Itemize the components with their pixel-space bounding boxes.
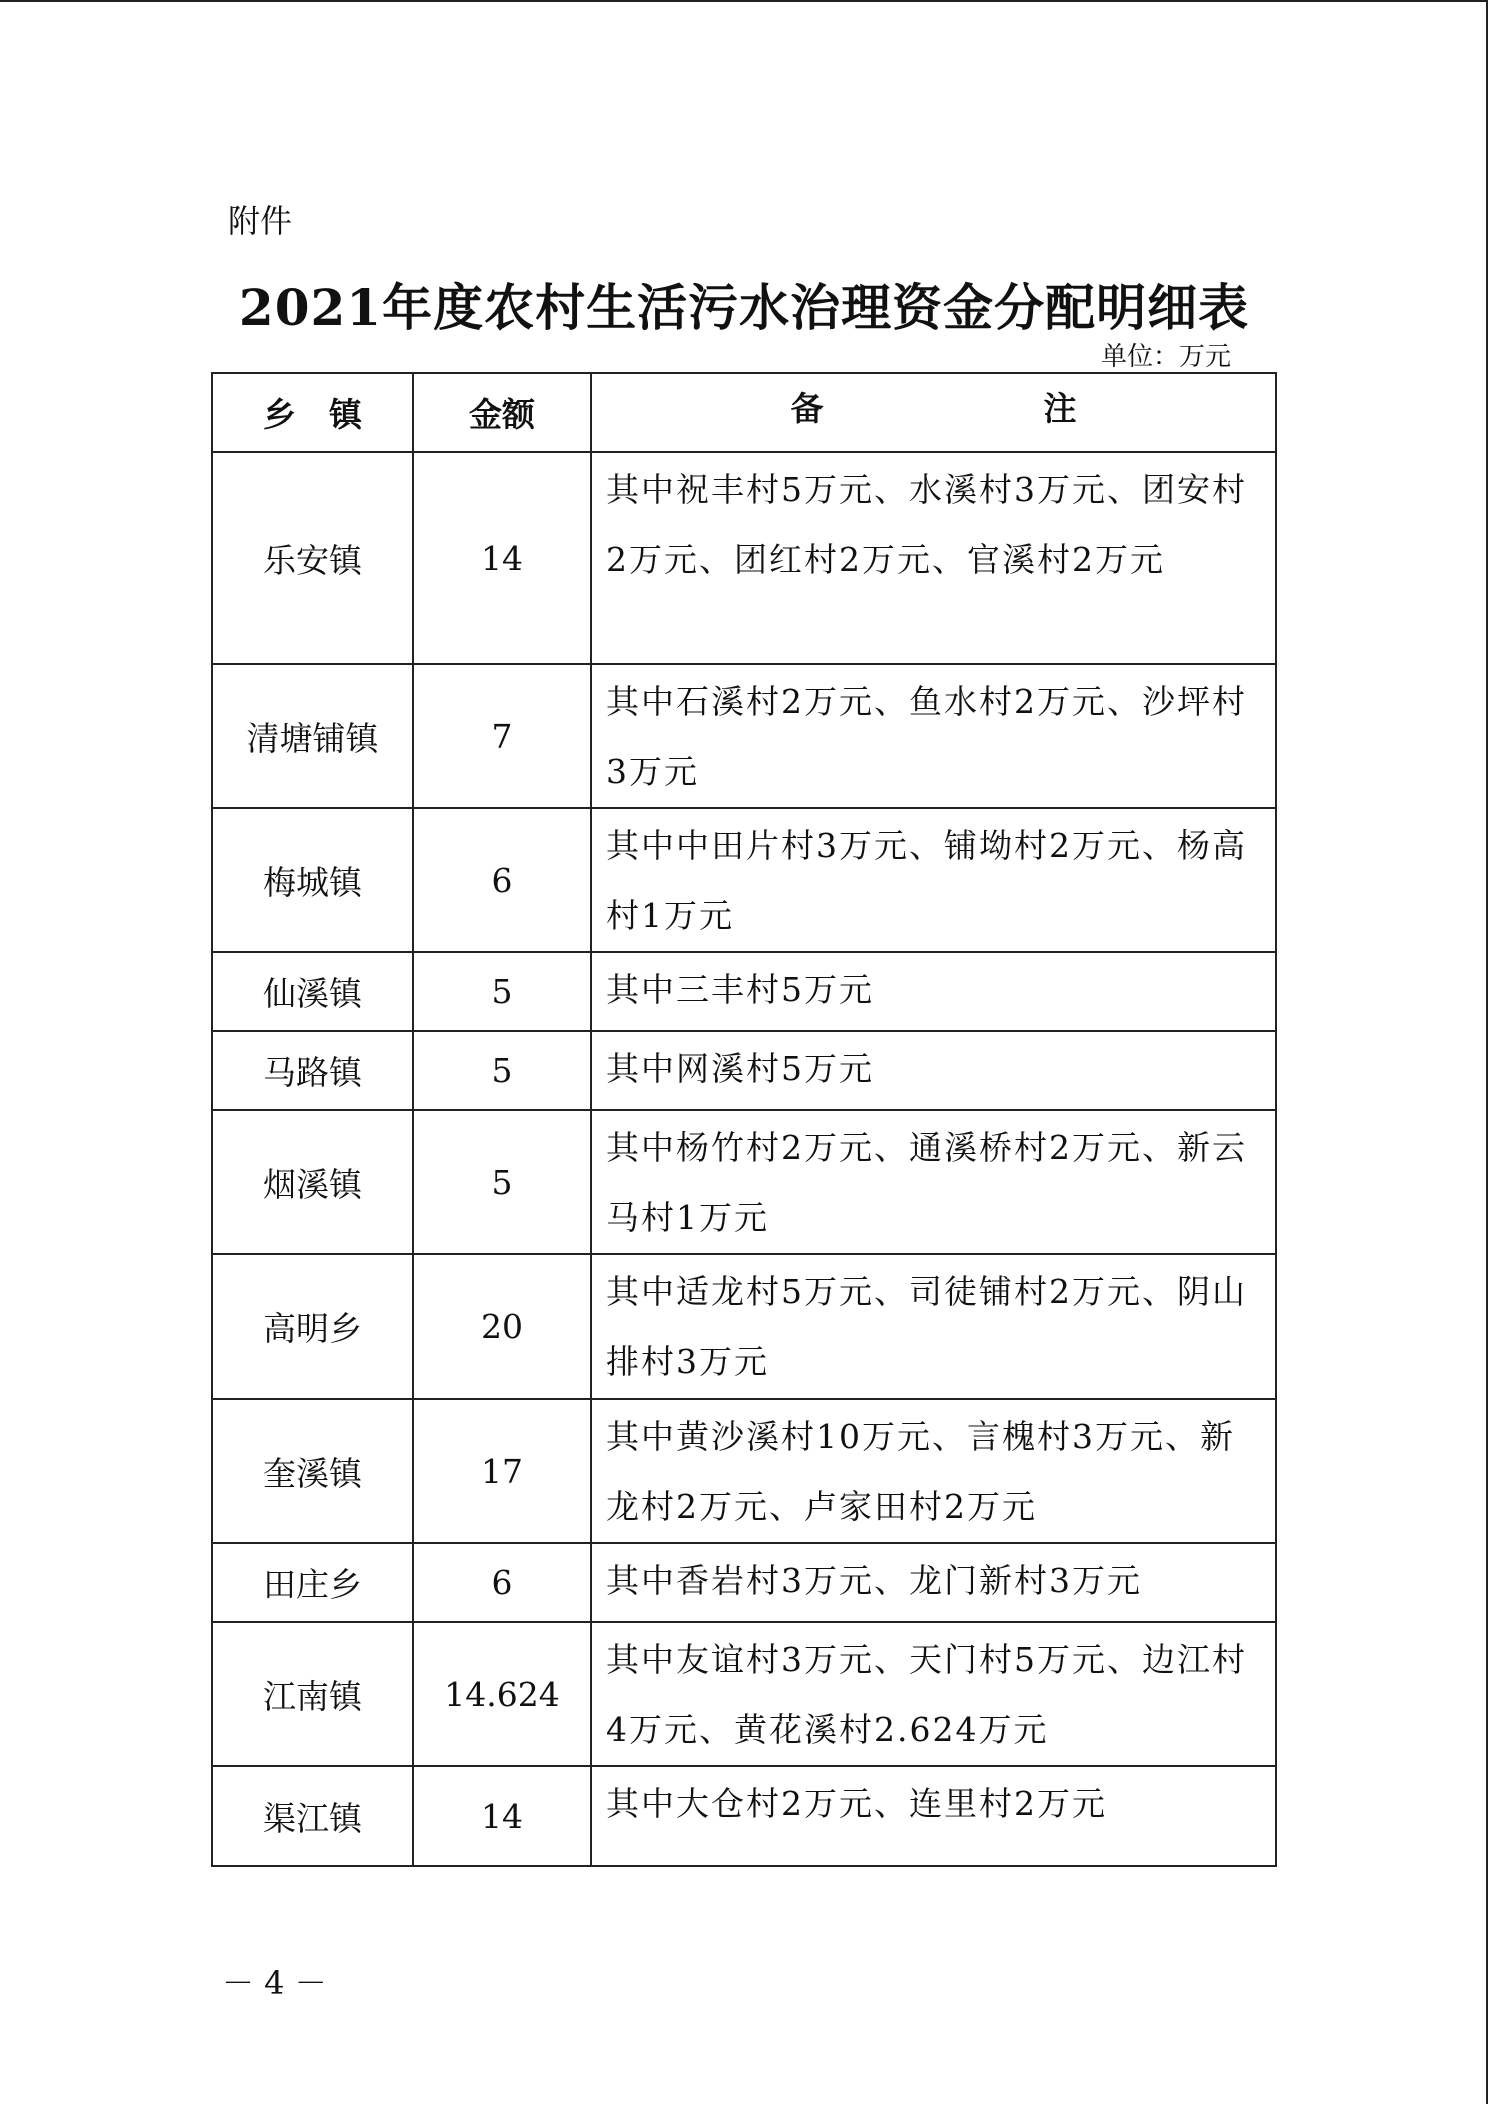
note-cell: 其中黄沙溪村10万元、言槐村3万元、新龙村2万元、卢家田村2万元 (591, 1399, 1276, 1543)
note-cell: 其中网溪村5万元 (591, 1031, 1276, 1110)
header-town: 乡 镇 (212, 373, 413, 452)
table-row (212, 1543, 1276, 1622)
note-cell: 其中石溪村2万元、鱼水村2万元、沙坪村3万元 (591, 664, 1276, 808)
amount-cell: 5 (413, 1031, 591, 1110)
allocation-table (211, 372, 1277, 1867)
note-cell: 其中杨竹村2万元、通溪桥村2万元、新云马村1万元 (591, 1110, 1276, 1254)
note-cell: 其中大仓村2万元、连里村2万元 (591, 1766, 1276, 1866)
amount-cell: 20 (413, 1254, 591, 1399)
town-cell: 烟溪镇 (212, 1110, 413, 1254)
note-cell: 其中三丰村5万元 (591, 952, 1276, 1031)
unit-label: 单位：万元 (1100, 342, 1231, 372)
header-amount: 金额 (413, 373, 591, 452)
table-row (212, 452, 1276, 664)
table-row (212, 1399, 1276, 1543)
town-cell: 田庄乡 (212, 1543, 413, 1622)
attachment-label: 附件 (228, 202, 293, 240)
amount-cell: 6 (413, 808, 591, 952)
table-row (212, 952, 1276, 1031)
table-row (212, 1110, 1276, 1254)
document-title: 2021年度农村生活污水治理资金分配明细表 (238, 278, 1250, 337)
header-note-part1: 备 (790, 389, 824, 428)
town-cell: 马路镇 (212, 1031, 413, 1110)
town-cell: 乐安镇 (212, 452, 413, 664)
note-cell: 其中友谊村3万元、天门村5万元、边江村4万元、黄花溪村2.624万元 (591, 1622, 1276, 1766)
amount-cell: 14 (413, 1766, 591, 1866)
header-note (591, 373, 1276, 452)
header-note-part2: 注 (1043, 389, 1077, 428)
town-cell: 奎溪镇 (212, 1399, 413, 1543)
amount-cell: 14.624 (413, 1622, 591, 1766)
table-row (212, 808, 1276, 952)
note-cell: 其中适龙村5万元、司徒铺村2万元、阴山排村3万元 (591, 1254, 1276, 1399)
note-cell: 其中中田片村3万元、铺坳村2万元、杨高村1万元 (591, 808, 1276, 952)
table-row (212, 664, 1276, 808)
table-row (212, 1622, 1276, 1766)
amount-cell: 14 (413, 452, 591, 664)
table-header-row (212, 373, 1276, 452)
amount-cell: 17 (413, 1399, 591, 1543)
table-row (212, 1031, 1276, 1110)
town-cell: 江南镇 (212, 1622, 413, 1766)
table-row (212, 1766, 1276, 1866)
amount-cell: 6 (413, 1543, 591, 1622)
town-cell: 梅城镇 (212, 808, 413, 952)
page-number: － 4 － (222, 1964, 327, 2002)
town-cell: 渠江镇 (212, 1766, 413, 1866)
note-cell: 其中香岩村3万元、龙门新村3万元 (591, 1543, 1276, 1622)
town-cell: 清塘铺镇 (212, 664, 413, 808)
table-row (212, 1254, 1276, 1399)
town-cell: 仙溪镇 (212, 952, 413, 1031)
note-cell: 其中祝丰村5万元、水溪村3万元、团安村2万元、团红村2万元、官溪村2万元 (591, 452, 1276, 664)
amount-cell: 5 (413, 1110, 591, 1254)
amount-cell: 5 (413, 952, 591, 1031)
town-cell: 高明乡 (212, 1254, 413, 1399)
amount-cell: 7 (413, 664, 591, 808)
